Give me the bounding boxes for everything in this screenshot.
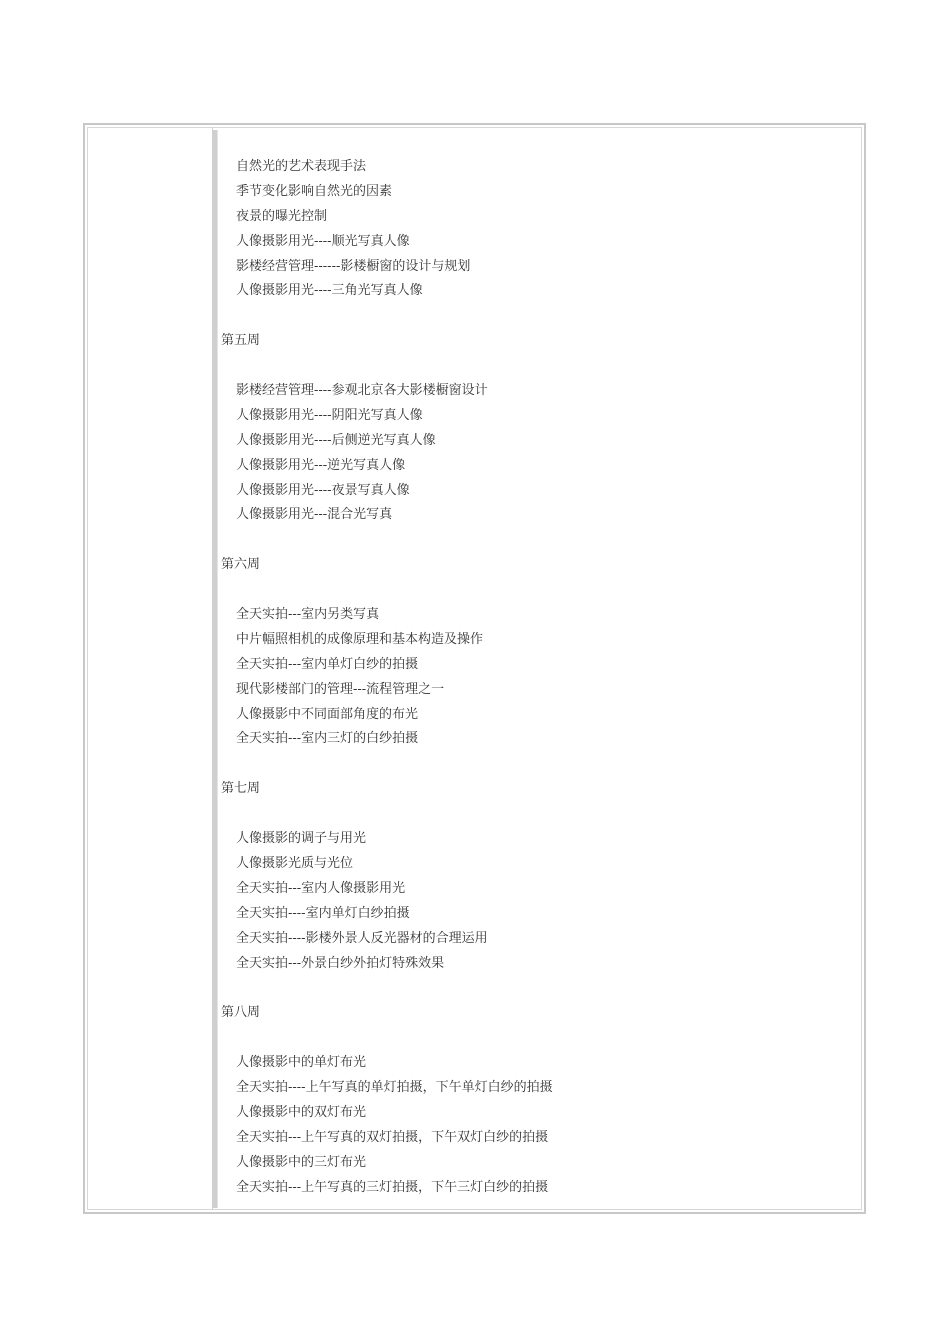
course-item: 人像摄影用光----后侧逆光写真人像 (236, 432, 436, 448)
spacer (221, 752, 854, 777)
course-item: 人像摄影用光----三角光写真人像 (236, 283, 423, 299)
course-item: 人像摄影用光---混合光写真 (236, 507, 393, 523)
course-item: 全天实拍---室内三灯的白纱拍摄 (236, 731, 419, 747)
course-item: 全天实拍---室内另类写真 (236, 607, 380, 623)
course-item: 全天实拍---室内人像摄影用光 (236, 880, 406, 896)
schedule-table (83, 123, 866, 1214)
course-item: 影楼经营管理----参观北京各大影楼橱窗设计 (236, 383, 488, 399)
spacer (221, 354, 854, 379)
week-heading: 第五周 (221, 333, 261, 349)
week-heading: 第六周 (221, 557, 261, 573)
course-item: 人像摄影中的单灯布光 (236, 1055, 367, 1071)
course-item: 全天实拍---上午写真的三灯拍摄，下午三灯白纱的拍摄 (236, 1179, 549, 1195)
course-item: 全天实拍----上午写真的单灯拍摄，下午单灯白纱的拍摄 (236, 1079, 553, 1095)
week-heading: 第七周 (221, 781, 261, 797)
course-content-cell (221, 155, 854, 1200)
course-item: 人像摄影中不同面部角度的布光 (236, 706, 419, 722)
course-item: 人像摄影用光----夜景写真人像 (236, 482, 410, 498)
week-group (221, 777, 854, 976)
left-cell (87, 127, 213, 1210)
course-item: 全天实拍----影楼外景人反光器材的合理运用 (236, 930, 488, 946)
week-heading: 第八周 (221, 1005, 261, 1021)
spacer (221, 1026, 854, 1051)
spacer (221, 802, 854, 827)
course-item: 季节变化影响自然光的因素 (236, 183, 393, 199)
week-group (221, 553, 854, 752)
course-item: 人像摄影光质与光位 (236, 855, 354, 871)
course-item: 全天实拍---上午写真的双灯拍摄，下午双灯白纱的拍摄 (236, 1129, 549, 1145)
week-group (221, 329, 854, 528)
course-item: 人像摄影用光----阴阳光写真人像 (236, 407, 423, 423)
course-item: 人像摄影的调子与用光 (236, 831, 367, 847)
course-item: 现代影楼部门的管理---流程管理之一 (236, 681, 445, 697)
spacer (221, 528, 854, 553)
week-group (221, 1001, 854, 1200)
course-item: 全天实拍----室内单灯白纱拍摄 (236, 905, 410, 921)
spacer (221, 304, 854, 329)
course-item: 自然光的艺术表现手法 (236, 159, 367, 174)
course-item: 人像摄影用光---逆光写真人像 (236, 457, 406, 473)
course-item: 人像摄影中的双灯布光 (236, 1104, 367, 1120)
course-item: 全天实拍---室内单灯白纱的拍摄 (236, 656, 419, 672)
course-item: 中片幅照相机的成像原理和基本构造及操作 (236, 631, 484, 647)
column-divider (213, 130, 218, 1208)
week-group (221, 155, 854, 304)
spacer (221, 976, 854, 1001)
course-item: 人像摄影用光----顺光写真人像 (236, 233, 410, 249)
course-item: 夜景的曝光控制 (236, 208, 328, 224)
course-item: 全天实拍---外景白纱外拍灯特殊效果 (236, 955, 445, 971)
course-item: 人像摄影中的三灯布光 (236, 1154, 367, 1170)
spacer (221, 578, 854, 603)
course-item: 影楼经营管理------影楼橱窗的设计与规划 (236, 258, 471, 274)
